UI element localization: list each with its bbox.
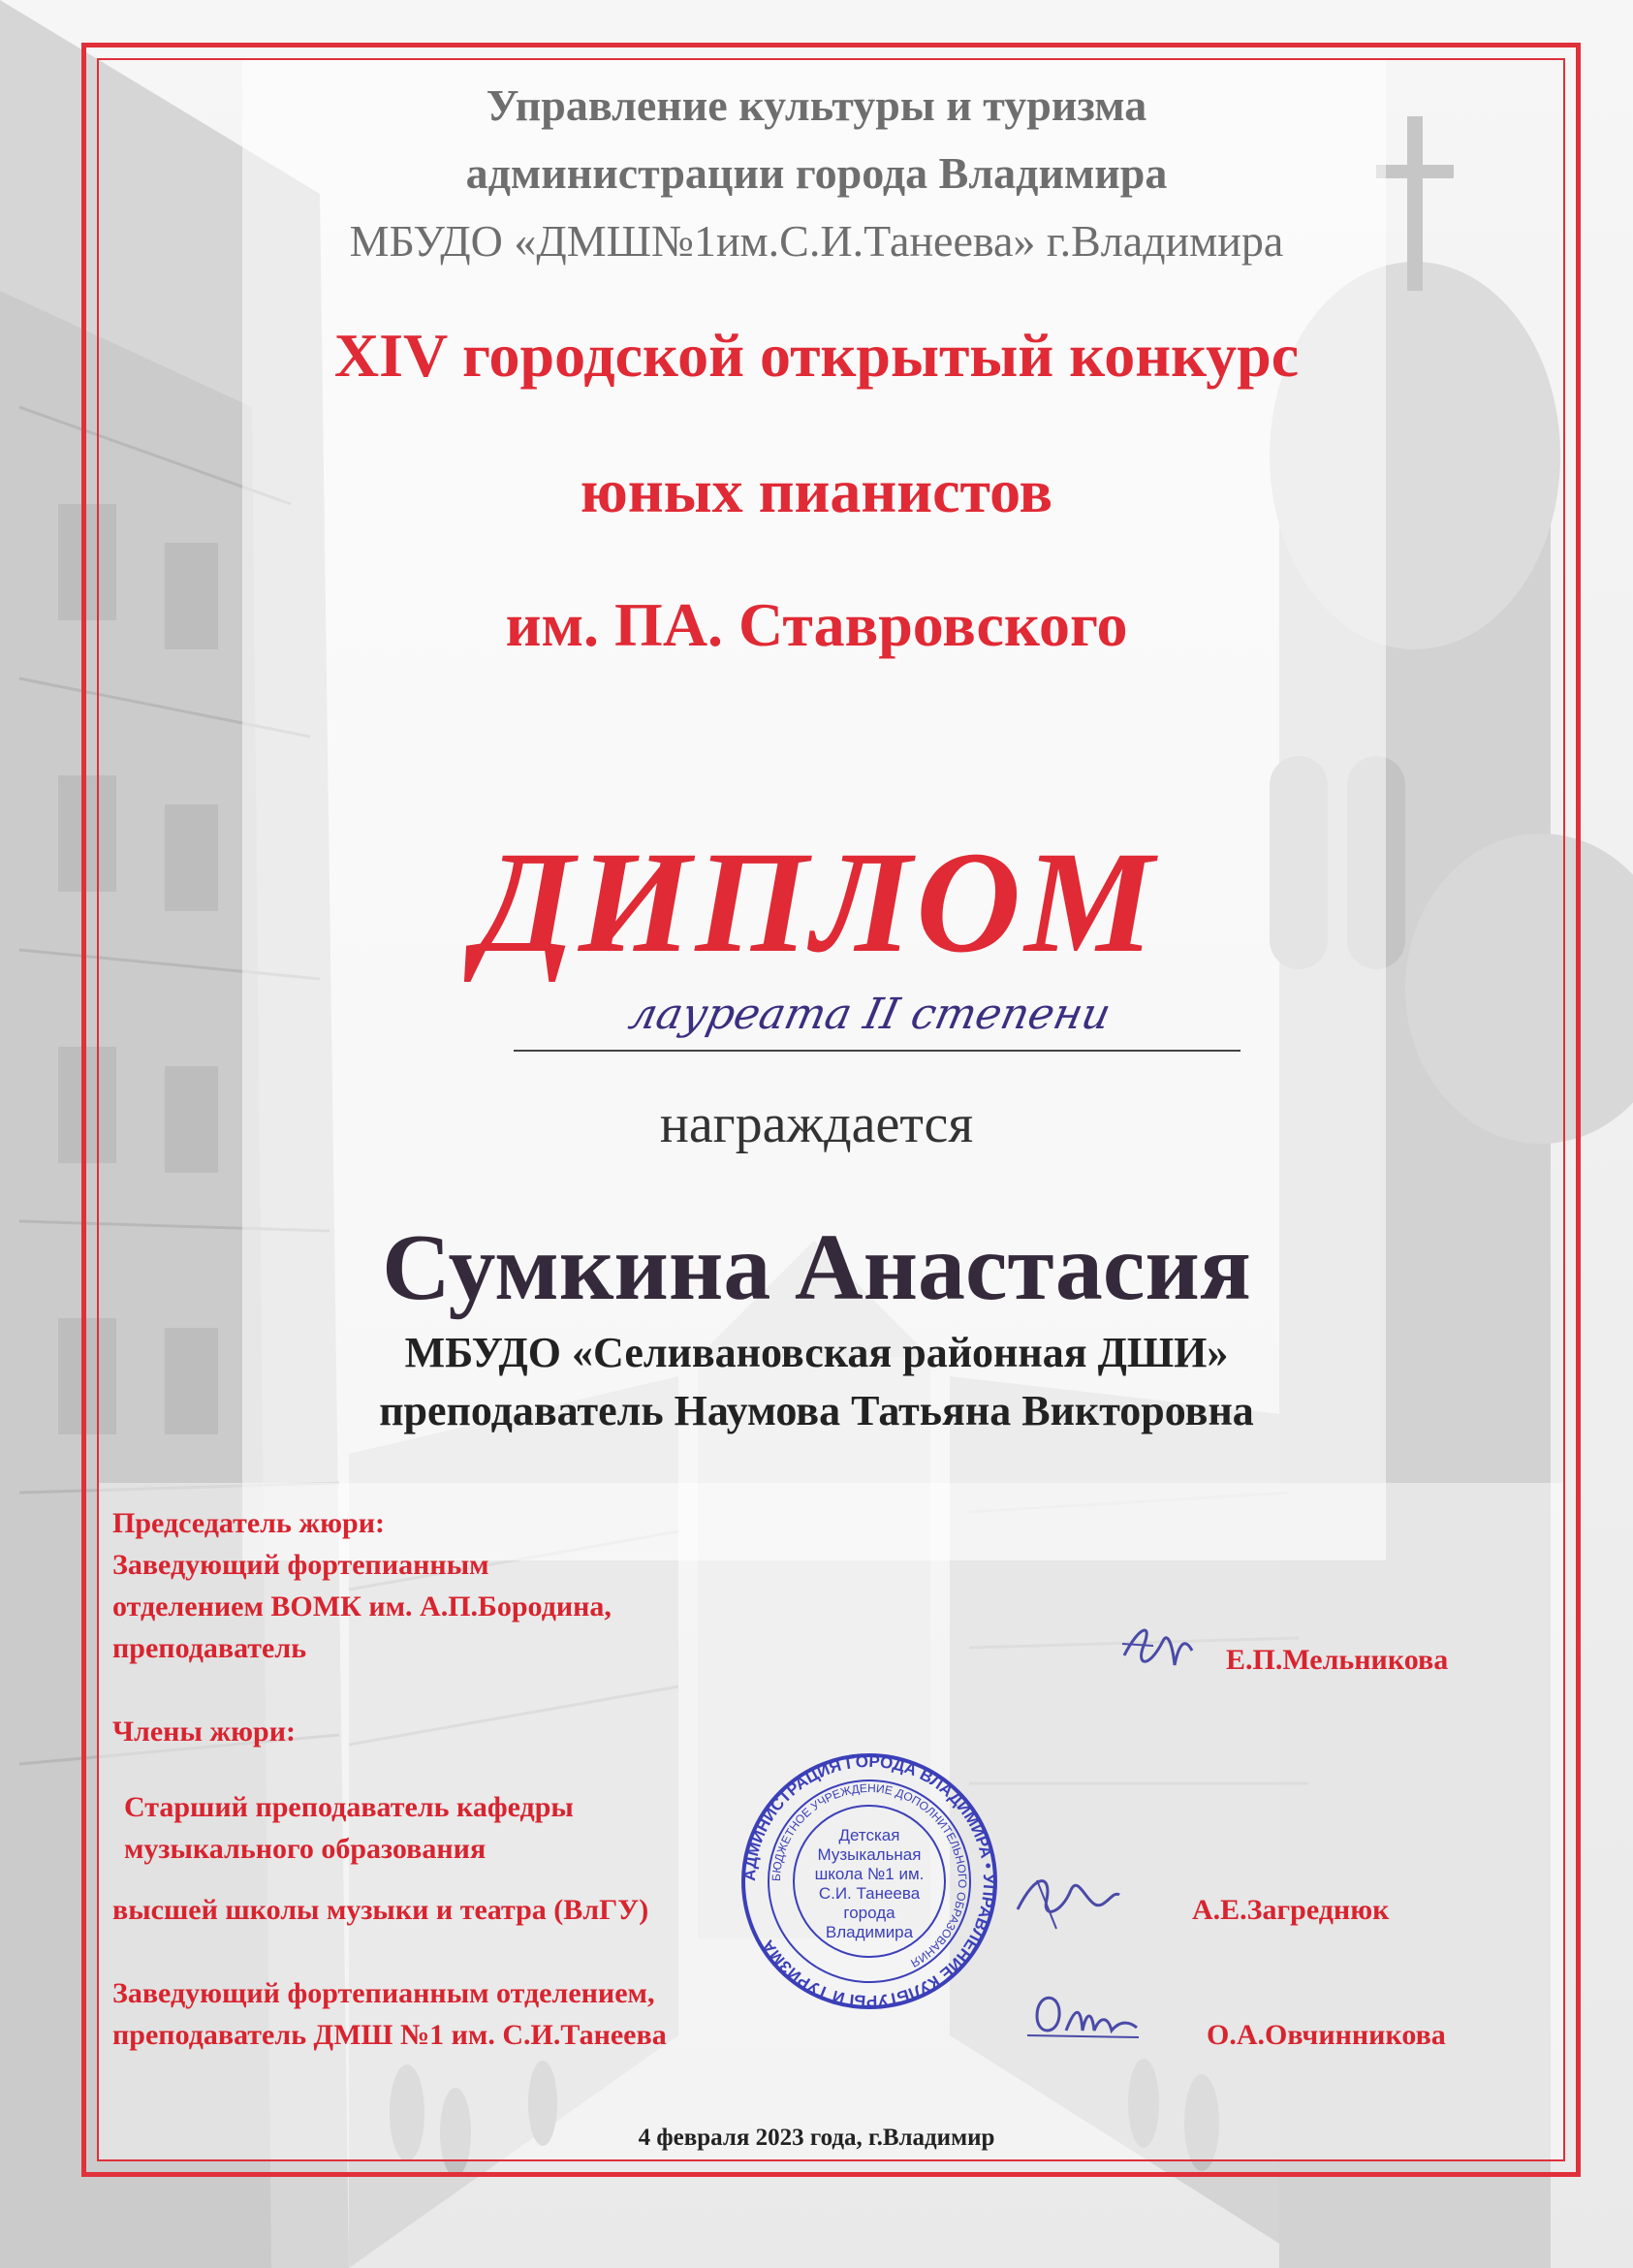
org-line-1: Управление культуры и туризма: [486, 80, 1147, 130]
jury-member2-title-1: Заведующий фортепианным отделением,: [112, 1977, 655, 2009]
degree-line: [514, 990, 1240, 1052]
recipient-name: Сумкина Анастасия: [382, 1215, 1251, 1320]
jury-chair-title-3: преподаватель: [112, 1632, 307, 1664]
jury-chair-title-1: Заведующий фортепианным: [112, 1549, 489, 1581]
contest-title-line-2: юных пианистов: [580, 457, 1053, 525]
jury-chair-name: Е.П.Мельникова: [1226, 1644, 1449, 1676]
stamp-center-text: Детская Музыкальная школа №1 им. С.И. Танеева города Владимира: [814, 1826, 925, 1941]
jury-members-heading: Члены жюри:: [112, 1716, 297, 1748]
contest-title-line-1: XIV городской открытый конкурс: [333, 321, 1300, 390]
jury-member1-title-1: Старший преподаватель кафедры: [124, 1791, 574, 1823]
awarded-label: награждается: [659, 1094, 974, 1154]
chair-signature-icon: [1115, 1617, 1202, 1685]
jury-member1-name: А.Е.Загреднюк: [1192, 1894, 1390, 1926]
svg-text:БЮДЖЕТНОЕ УЧРЕЖДЕНИЕ ДОПОЛНИТЕ: БЮДЖЕТНОЕ УЧРЕЖДЕНИЕ ДОПОЛНИТЕЛЬНОГО ОБРАЗОВАНИЯ: [769, 1780, 970, 1970]
recipient-school: МБУДО «Селивановская районная ДШИ»: [404, 1329, 1229, 1376]
contest-title-line-3: им. ПА. Ставровского: [505, 590, 1128, 659]
footer-date-place: 4 февраля 2023 года, г.Владимир: [638, 2125, 995, 2151]
diploma-title: ДИПЛОМ: [475, 822, 1158, 983]
member1-signature-icon: [1008, 1861, 1124, 1938]
org-line-3: МБУДО «ДМШ№1им.С.И.Танеева» г.Владимира: [349, 216, 1284, 266]
jury-member1-title-3: высшей школы музыки и театра (ВлГУ): [112, 1894, 649, 1926]
official-stamp: [738, 1750, 1000, 2012]
recipient-teacher: преподаватель Наумова Татьяна Викторовна: [379, 1387, 1254, 1434]
jury-member2-title-2: преподаватель ДМШ №1 им. С.И.Танеева: [112, 2019, 667, 2051]
member2-signature-icon: [1022, 1977, 1148, 2055]
jury-chair-heading: Председатель жюри:: [112, 1507, 386, 1539]
org-line-2: администрации города Владимира: [465, 148, 1168, 198]
jury-member1-title-2: музыкального образования: [124, 1833, 487, 1865]
degree-handwritten: лауреата II степени: [624, 990, 1115, 1039]
jury-chair-title-2: отделением ВОМК им. А.П.Бородина,: [112, 1591, 612, 1622]
jury-member2-name: О.А.Овчинникова: [1207, 2019, 1446, 2051]
svg-text:АДМИНИСТРАЦИЯ ГОРОДА ВЛАДИМИРА: АДМИНИСТРАЦИЯ ГОРОДА ВЛАДИМИРА • УПРАВЛЕНИЕ КУЛЬТУРЫ И ТУРИЗМА: [739, 1751, 999, 2011]
